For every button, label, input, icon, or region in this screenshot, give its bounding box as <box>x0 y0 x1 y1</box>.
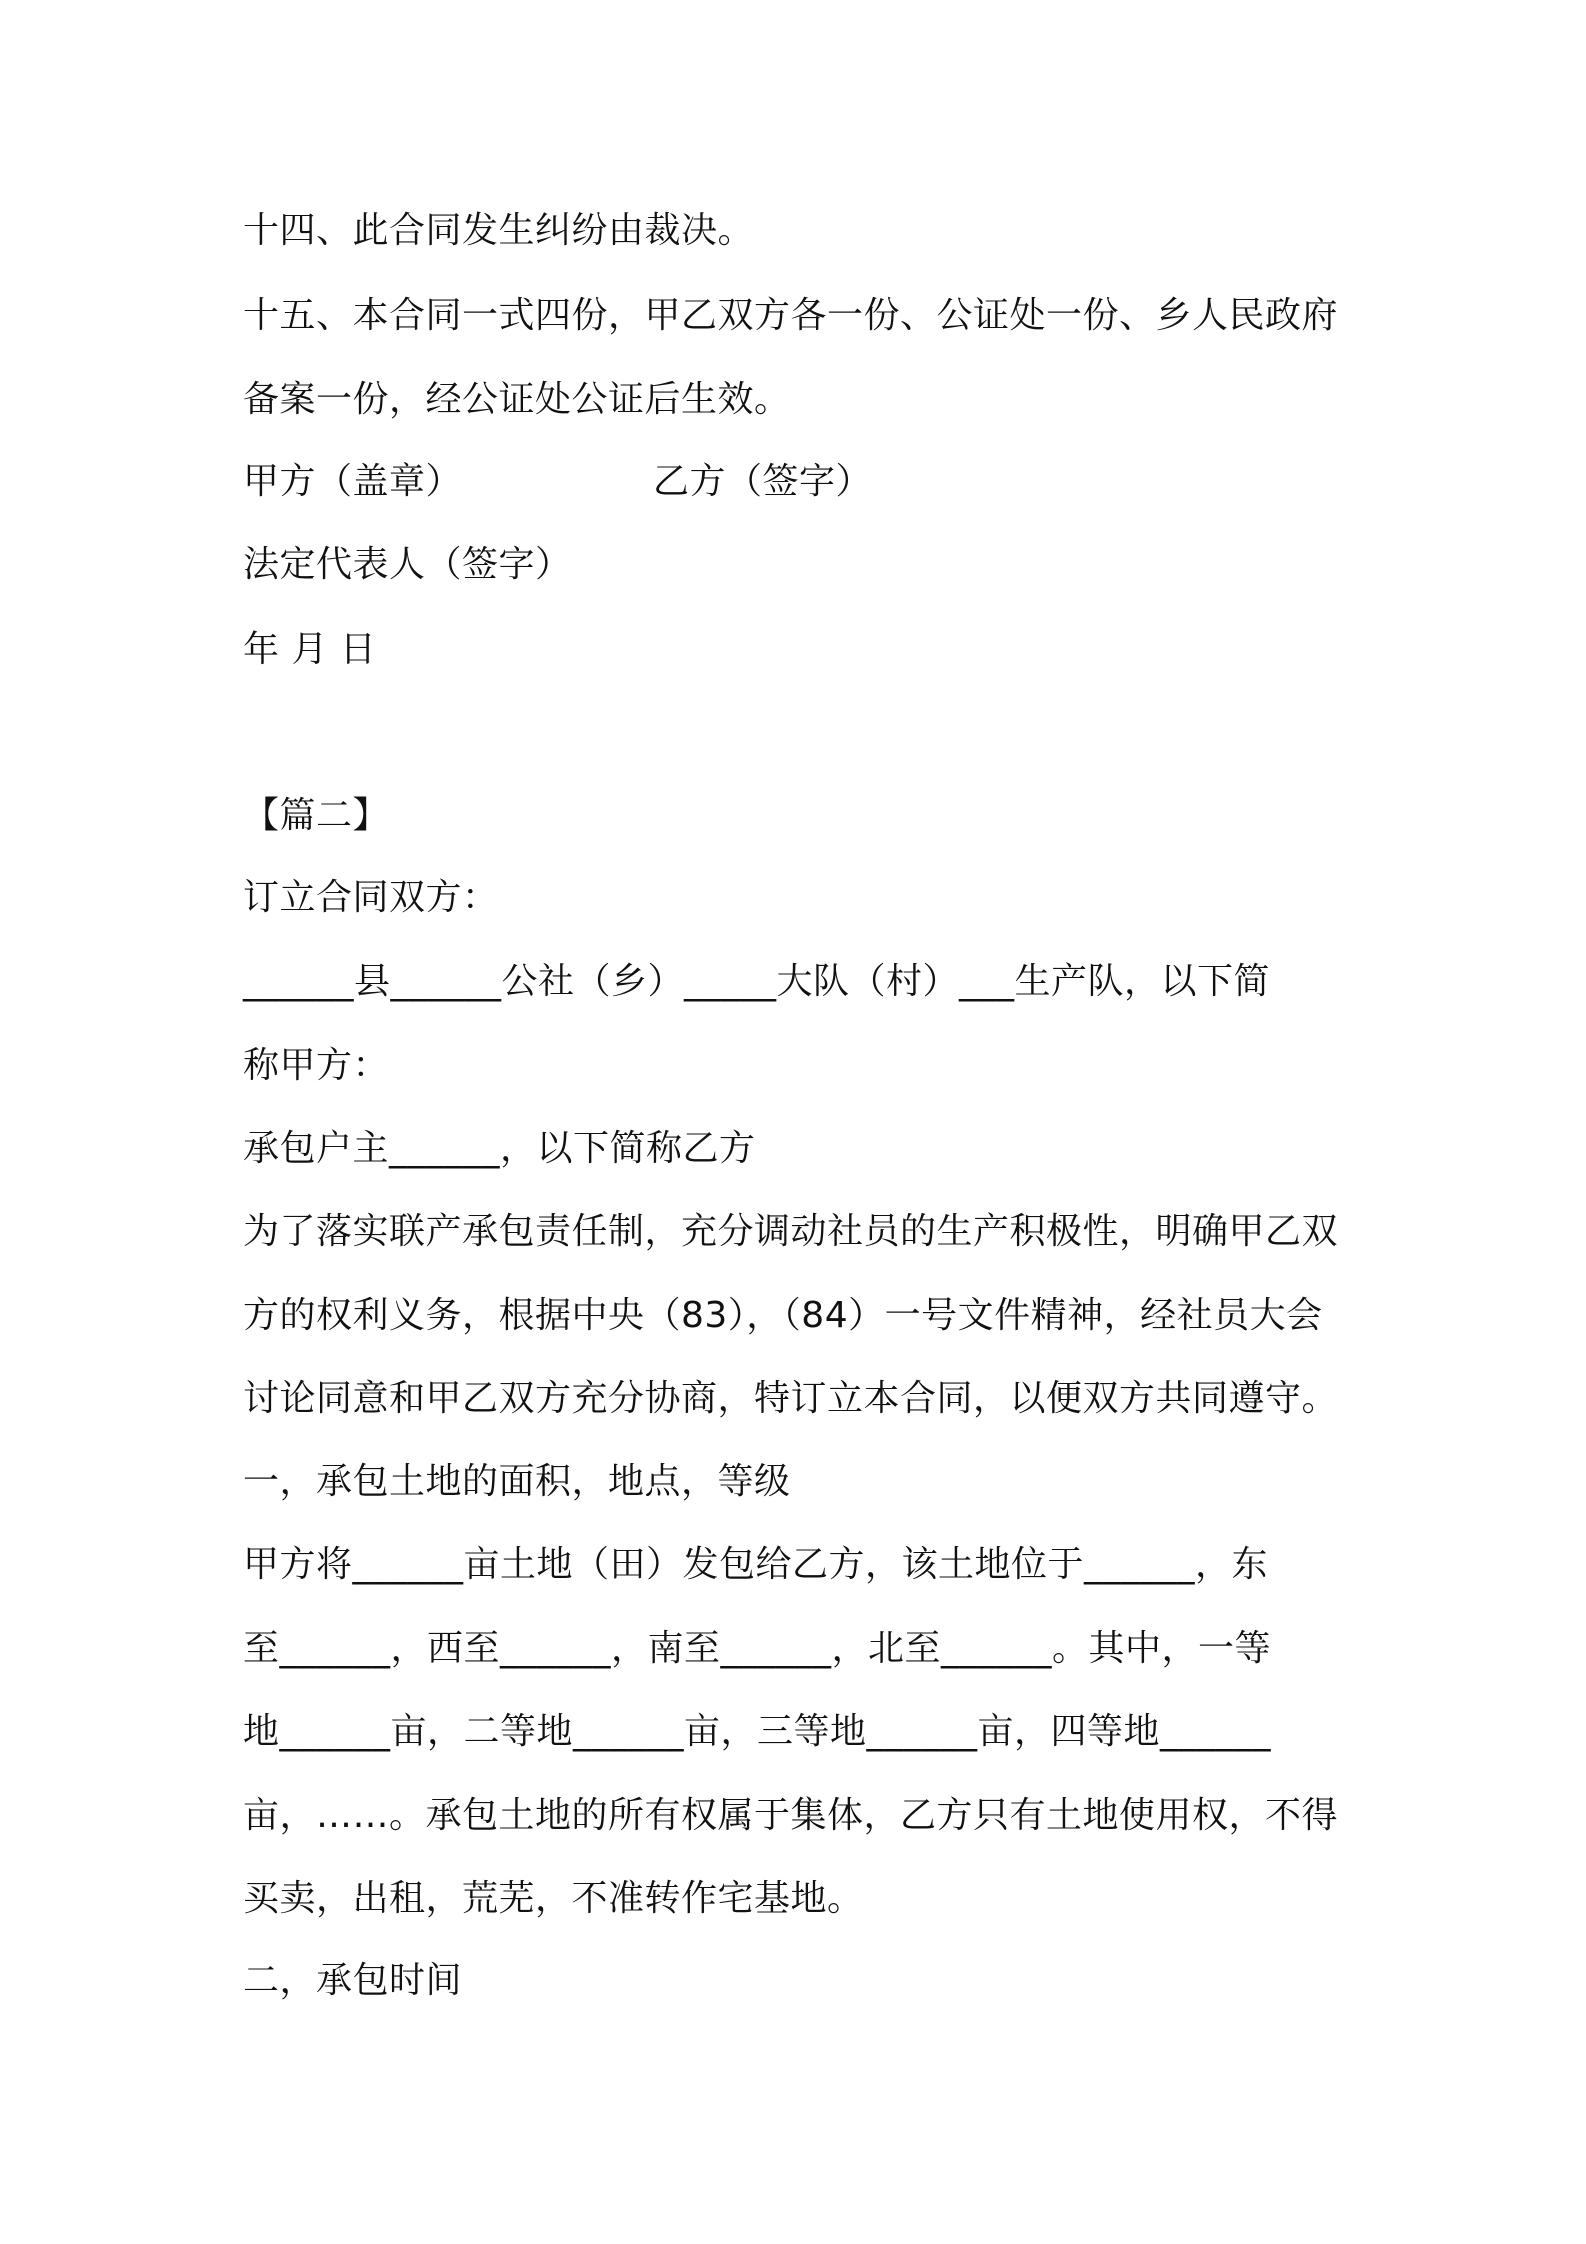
clause-14: 十四、此合同发生纠纷由裁决。 <box>243 210 755 251</box>
article-1-line-4: 亩，……。承包土地的所有权属于集体，乙方只有土地使用权，不得 <box>243 1795 1339 1836</box>
signature-row <box>243 458 872 506</box>
parties-title: 订立合同双方： <box>243 877 499 918</box>
party-b-line: 承包户主______，以下简称乙方 <box>243 1128 756 1169</box>
clause-15-line-2: 备案一份，经公证处公证后生效。 <box>243 379 791 420</box>
article-1-line-5: 买卖，出租，荒芜，不准转作宅基地。 <box>243 1878 864 1919</box>
legal-representative-sign-label: 法定代表人（签字） <box>243 544 572 585</box>
clause-15-line-1: 十五、本合同一式四份，甲乙双方各一份、公证处一份、乡人民政府 <box>243 295 1339 336</box>
preamble-line-2: 方的权利义务，根据中央（83），（84）一号文件精神，经社员大会 <box>243 1295 1323 1336</box>
article-1-title: 一，承包土地的面积，地点，等级 <box>243 1461 791 1502</box>
article-1-line-2: 至______，西至______，南至______，北至______。其中，一等 <box>243 1628 1272 1669</box>
preamble-line-1: 为了落实联产承包责任制，充分调动社员的生产积极性，明确甲乙双 <box>243 1211 1339 1252</box>
party-a-seal-label: 甲方（盖章） <box>243 461 463 502</box>
article-1-line-3: 地______亩，二等地______亩，三等地______亩，四等地______ <box>243 1711 1272 1752</box>
party-a-line-2: 称甲方： <box>243 1045 390 1086</box>
section-heading: 【篇二】 <box>243 795 390 836</box>
article-2-title: 二，承包时间 <box>243 1960 463 2001</box>
article-1-line-1: 甲方将______亩土地（田）发包给乙方，该土地位于______，东 <box>243 1544 1269 1585</box>
party-b-sign-label: 乙方（签字） <box>653 461 873 502</box>
date-line: 年 月 日 <box>243 629 377 670</box>
party-a-line-1: ______县______公社（乡）_____大队（村）___生产队，以下简 <box>243 961 1271 1002</box>
preamble-line-3: 讨论同意和甲乙双方充分协商，特订立本合同，以便双方共同遵守。 <box>243 1378 1339 1419</box>
